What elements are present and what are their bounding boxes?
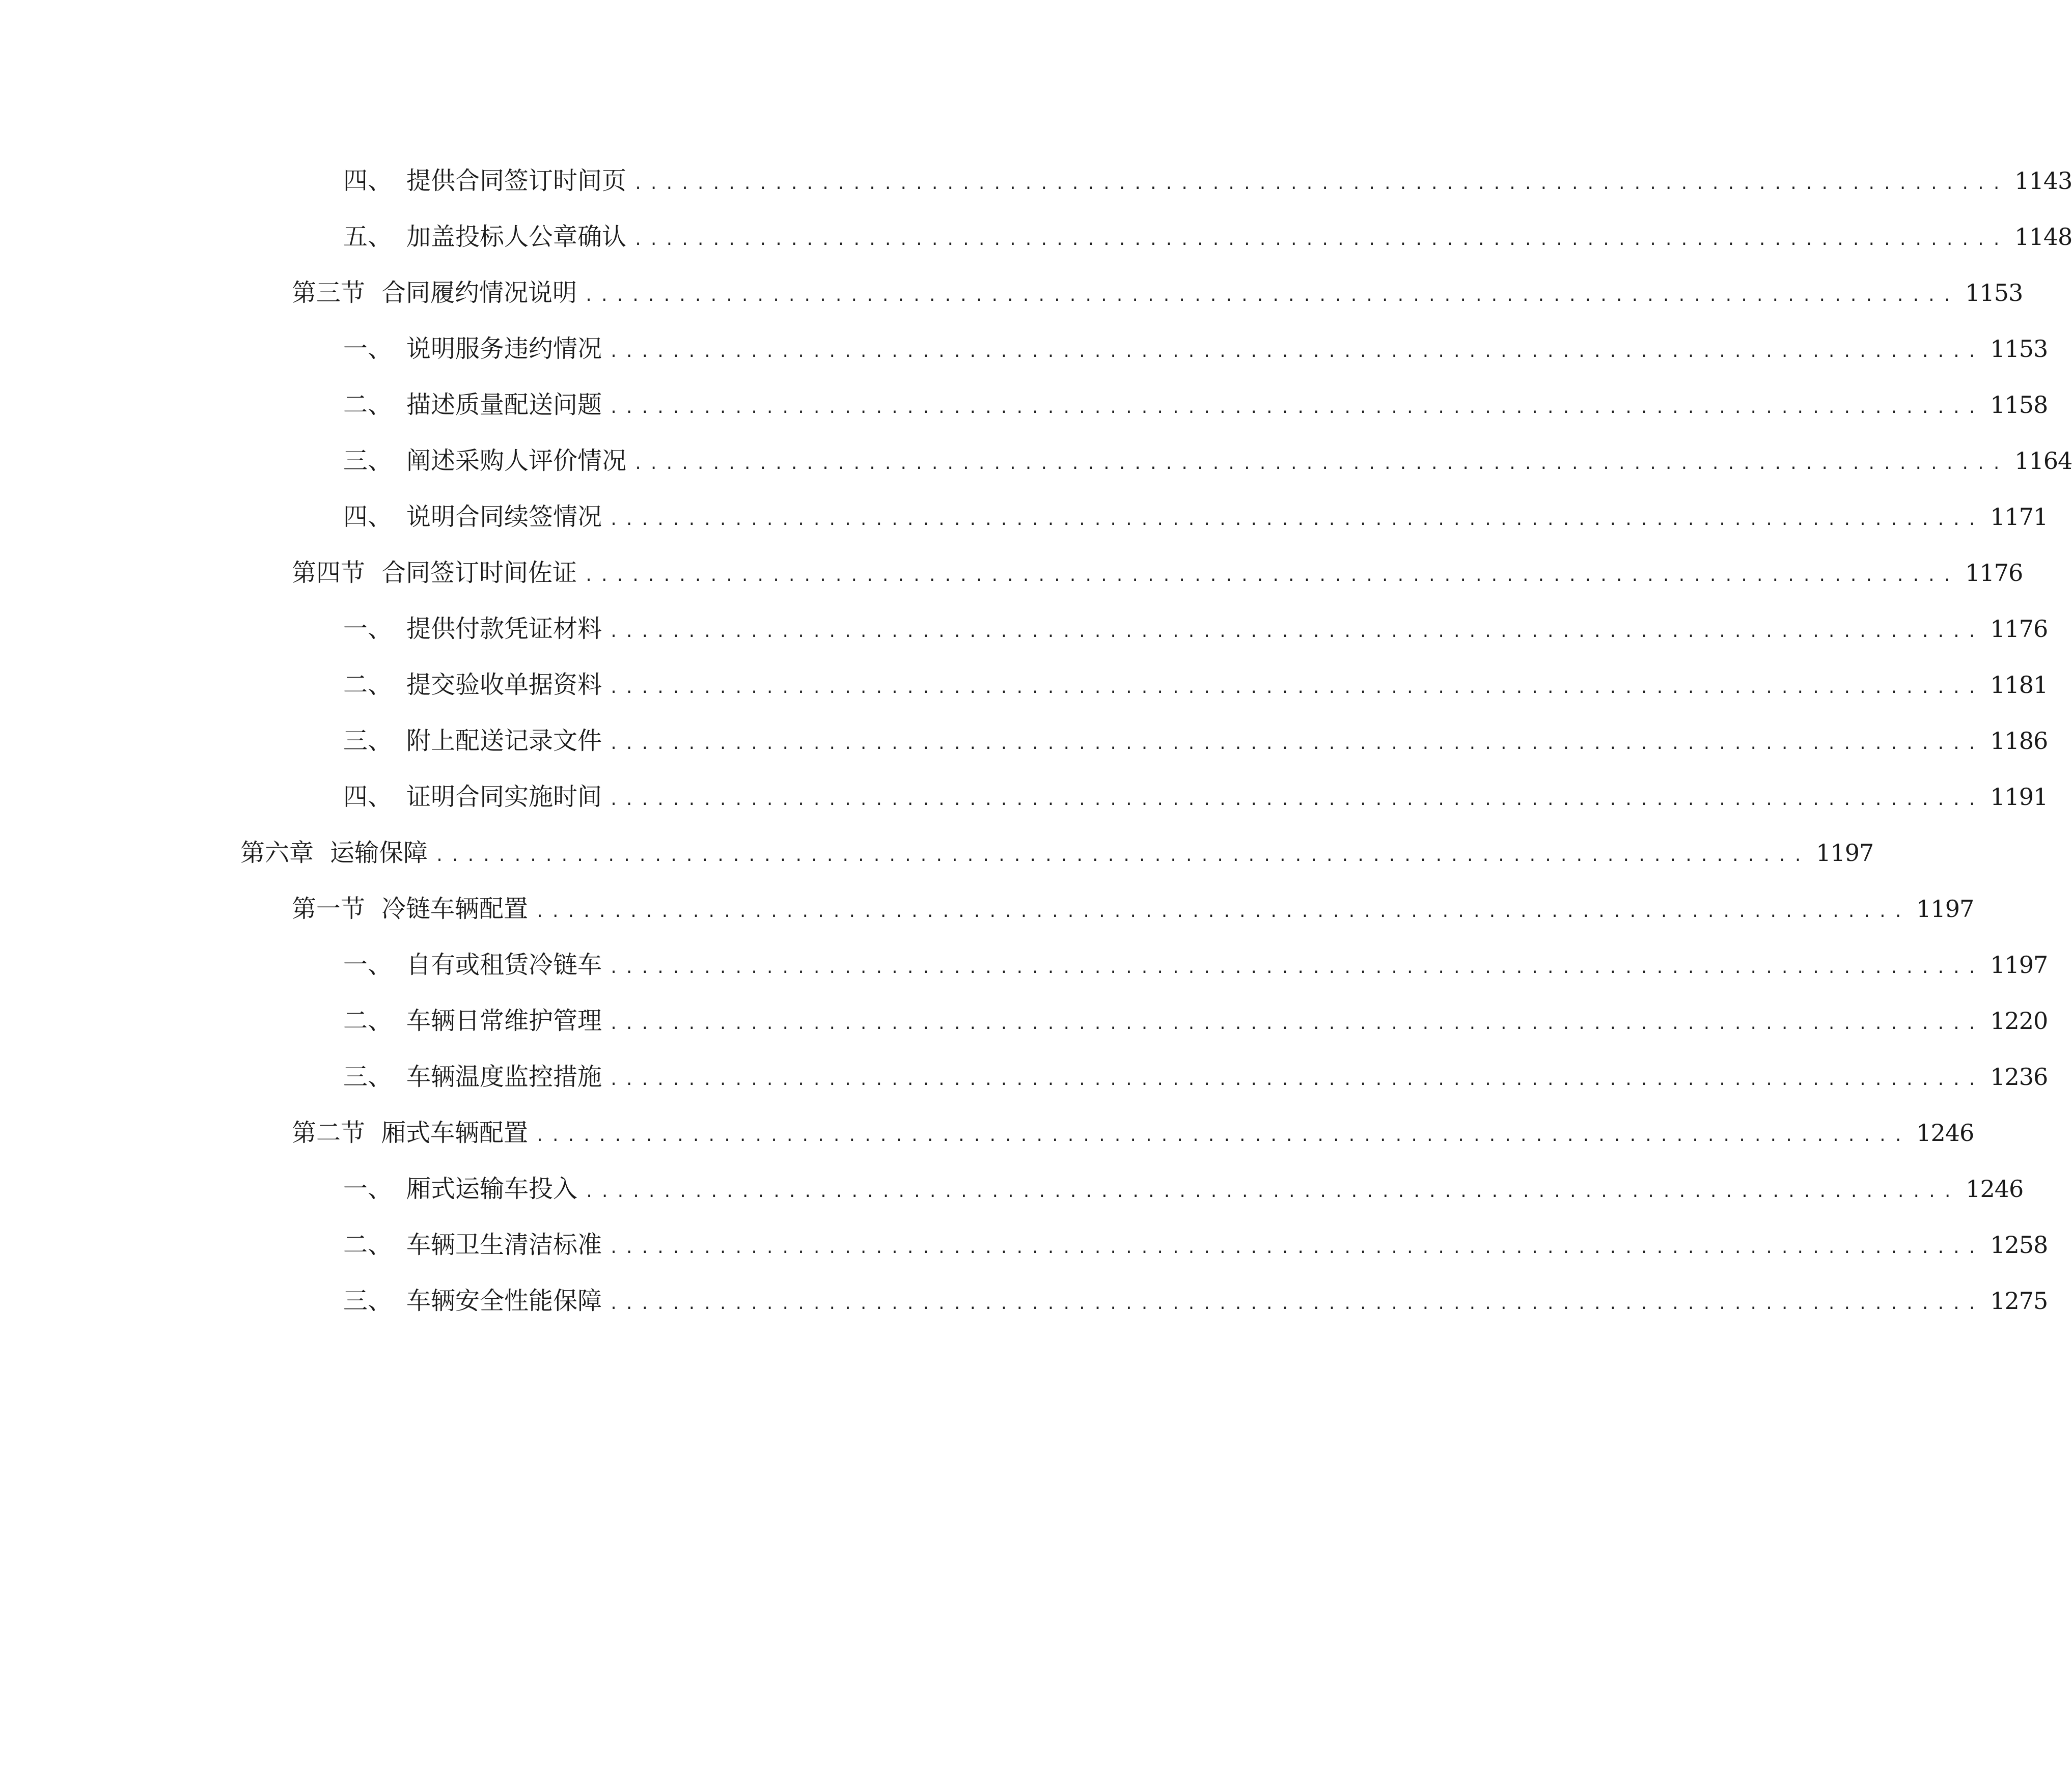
toc-entry[interactable] bbox=[0, 605, 2048, 661]
toc-dot-leader: ........................................................................................ bbox=[633, 455, 2008, 473]
toc-page-number: 1171 bbox=[1990, 503, 2048, 531]
table-of-contents bbox=[0, 157, 2072, 1333]
toc-entry-title: 自有或租赁冷链车 bbox=[406, 951, 602, 979]
toc-entry[interactable] bbox=[0, 1165, 2024, 1221]
toc-page-number: 1148 bbox=[2014, 223, 2072, 250]
toc-dot-leader: ........................................................................................ bbox=[585, 1183, 1959, 1201]
toc-entry-number: 第二节 bbox=[292, 1119, 366, 1147]
toc-entry-line bbox=[343, 219, 2072, 255]
toc-dot-leader: ........................................................................................ bbox=[609, 791, 1983, 809]
toc-dot-leader: ........................................................................................ bbox=[609, 959, 1983, 977]
toc-entry-line bbox=[343, 387, 2048, 423]
toc-entry-number: 三、 bbox=[343, 1287, 393, 1315]
toc-entry-number: 一、 bbox=[343, 615, 393, 643]
toc-dot-leader: ........................................................................................ bbox=[435, 847, 1809, 865]
toc-entry-title: 描述质量配送问题 bbox=[406, 390, 602, 419]
toc-page-number: 1197 bbox=[1916, 895, 1974, 923]
toc-entry-title: 厢式运输车投入 bbox=[406, 1175, 578, 1203]
toc-entry-line bbox=[343, 611, 2048, 647]
toc-page-number: 1197 bbox=[1990, 951, 2048, 979]
toc-entry[interactable] bbox=[0, 773, 2048, 829]
toc-dot-leader: ........................................................................................ bbox=[609, 511, 1983, 529]
toc-page-number: 1220 bbox=[1990, 1007, 2048, 1035]
toc-entry-line bbox=[343, 1059, 2048, 1095]
toc-dot-leader: ........................................................................................ bbox=[609, 623, 1983, 641]
toc-entry-title: 附上配送记录文件 bbox=[406, 727, 602, 755]
toc-entry-line bbox=[343, 1171, 2024, 1207]
toc-entry-number: 第一节 bbox=[292, 895, 366, 923]
toc-entry-number: 第四节 bbox=[292, 559, 366, 587]
toc-entry-line bbox=[292, 555, 2023, 591]
toc-entry-line bbox=[292, 1115, 1974, 1151]
toc-page-number: 1275 bbox=[1990, 1287, 2048, 1315]
toc-entry-line bbox=[292, 275, 2023, 311]
toc-dot-leader: ........................................................................................ bbox=[609, 679, 1983, 697]
toc-entry-title: 运输保障 bbox=[330, 839, 428, 867]
toc-entry-number: 第三节 bbox=[292, 278, 366, 307]
toc-entry[interactable] bbox=[0, 717, 2048, 773]
toc-entry-number: 三、 bbox=[343, 446, 393, 475]
toc-dot-leader: ........................................................................................ bbox=[633, 175, 2008, 193]
toc-entry-title: 提供付款凭证材料 bbox=[406, 615, 602, 643]
toc-entry-line bbox=[343, 331, 2048, 367]
toc-entry[interactable] bbox=[0, 325, 2048, 381]
toc-entry-line bbox=[343, 947, 2048, 983]
toc-dot-leader: ........................................................................................ bbox=[609, 399, 1983, 417]
toc-entry[interactable] bbox=[0, 493, 2048, 549]
toc-entry[interactable] bbox=[0, 885, 1974, 941]
toc-entry[interactable] bbox=[0, 1053, 2048, 1109]
toc-page-number: 1176 bbox=[1990, 615, 2048, 643]
toc-entry-line bbox=[343, 443, 2072, 479]
toc-entry-number: 四、 bbox=[343, 166, 393, 195]
toc-entry-number: 四、 bbox=[343, 783, 393, 811]
toc-entry-number: 一、 bbox=[343, 1175, 393, 1203]
toc-page-number: 1143 bbox=[2014, 167, 2072, 194]
toc-entry[interactable] bbox=[0, 829, 1874, 885]
toc-entry[interactable] bbox=[0, 437, 2072, 493]
toc-dot-leader: ........................................................................................ bbox=[609, 1071, 1983, 1089]
toc-dot-leader: ........................................................................................ bbox=[609, 1295, 1983, 1313]
toc-dot-leader: ........................................................................................ bbox=[609, 343, 1983, 361]
toc-entry-title: 合同签订时间佐证 bbox=[381, 559, 577, 587]
toc-entry[interactable] bbox=[0, 549, 2023, 605]
toc-page-number: 1246 bbox=[1966, 1175, 2024, 1203]
toc-entry[interactable] bbox=[0, 661, 2048, 717]
toc-entry-line bbox=[343, 723, 2048, 759]
toc-entry-number: 四、 bbox=[343, 503, 393, 531]
toc-page-number: 1186 bbox=[1990, 727, 2048, 755]
toc-page-number: 1197 bbox=[1816, 839, 1874, 867]
toc-entry-number: 二、 bbox=[343, 1231, 393, 1259]
toc-entry-title: 车辆安全性能保障 bbox=[406, 1287, 602, 1315]
toc-entry-number: 二、 bbox=[343, 671, 393, 699]
toc-dot-leader: ........................................................................................ bbox=[609, 735, 1983, 753]
toc-entry-title: 冷链车辆配置 bbox=[381, 895, 529, 923]
toc-entry[interactable] bbox=[0, 269, 2023, 325]
toc-page-number: 1153 bbox=[1965, 279, 2023, 306]
toc-entry-title: 说明服务违约情况 bbox=[406, 334, 602, 363]
toc-entry[interactable] bbox=[0, 1109, 1974, 1165]
toc-entry-number: 二、 bbox=[343, 1007, 393, 1035]
toc-dot-leader: ........................................................................................ bbox=[535, 903, 1910, 921]
toc-entry-number: 三、 bbox=[343, 1063, 393, 1091]
toc-entry-line bbox=[343, 667, 2048, 703]
toc-entry-number: 五、 bbox=[343, 222, 393, 251]
toc-entry-line bbox=[343, 499, 2048, 535]
toc-entry-number: 一、 bbox=[343, 334, 393, 363]
toc-entry-line bbox=[240, 835, 1874, 871]
toc-entry-line bbox=[343, 163, 2072, 199]
toc-entry-title: 提供合同签订时间页 bbox=[406, 166, 627, 195]
toc-entry[interactable] bbox=[0, 213, 2072, 269]
toc-entry-title: 加盖投标人公章确认 bbox=[406, 222, 627, 251]
toc-page-number: 1246 bbox=[1916, 1119, 1974, 1147]
toc-entry[interactable] bbox=[0, 1277, 2048, 1333]
toc-dot-leader: ........................................................................................ bbox=[609, 1239, 1983, 1257]
toc-dot-leader: ........................................................................................ bbox=[584, 287, 1958, 305]
toc-page-number: 1164 bbox=[2014, 447, 2072, 475]
toc-entry-title: 厢式车辆配置 bbox=[381, 1119, 529, 1147]
toc-entry-title: 车辆日常维护管理 bbox=[406, 1007, 602, 1035]
toc-entry-title: 证明合同实施时间 bbox=[406, 783, 602, 811]
toc-dot-leader: ........................................................................................ bbox=[584, 567, 1958, 585]
toc-entry-line bbox=[292, 891, 1974, 927]
toc-dot-leader: ........................................................................................ bbox=[535, 1127, 1910, 1145]
toc-dot-leader: ........................................................................................ bbox=[609, 1015, 1983, 1033]
toc-page-number: 1153 bbox=[1990, 335, 2048, 362]
toc-page-number: 1236 bbox=[1990, 1063, 2048, 1091]
toc-entry-number: 三、 bbox=[343, 727, 393, 755]
toc-entry[interactable] bbox=[0, 1221, 2048, 1277]
toc-entry-title: 说明合同续签情况 bbox=[406, 503, 602, 531]
toc-entry-title: 车辆卫生清洁标准 bbox=[406, 1231, 602, 1259]
toc-dot-leader: ........................................................................................ bbox=[633, 231, 2008, 249]
toc-page-number: 1176 bbox=[1965, 559, 2023, 587]
toc-entry[interactable] bbox=[0, 157, 2072, 213]
toc-entry-title: 车辆温度监控措施 bbox=[406, 1063, 602, 1091]
toc-entry-line bbox=[343, 1227, 2048, 1263]
toc-entry-title: 提交验收单据资料 bbox=[406, 671, 602, 699]
toc-entry-line bbox=[343, 1283, 2048, 1319]
toc-entry[interactable] bbox=[0, 997, 2048, 1053]
toc-page-number: 1191 bbox=[1990, 783, 2048, 811]
toc-entry-line bbox=[343, 779, 2048, 815]
toc-entry[interactable] bbox=[0, 381, 2048, 437]
toc-entry-number: 第六章 bbox=[240, 839, 314, 867]
toc-page-number: 1158 bbox=[1990, 391, 2048, 418]
toc-entry-title: 阐述采购人评价情况 bbox=[406, 446, 627, 475]
toc-page-number: 1258 bbox=[1990, 1231, 2048, 1259]
toc-entry-number: 一、 bbox=[343, 951, 393, 979]
toc-page-number: 1181 bbox=[1990, 671, 2048, 699]
toc-entry[interactable] bbox=[0, 941, 2048, 997]
toc-entry-line bbox=[343, 1003, 2048, 1039]
toc-entry-number: 二、 bbox=[343, 390, 393, 419]
toc-entry-title: 合同履约情况说明 bbox=[381, 278, 577, 307]
